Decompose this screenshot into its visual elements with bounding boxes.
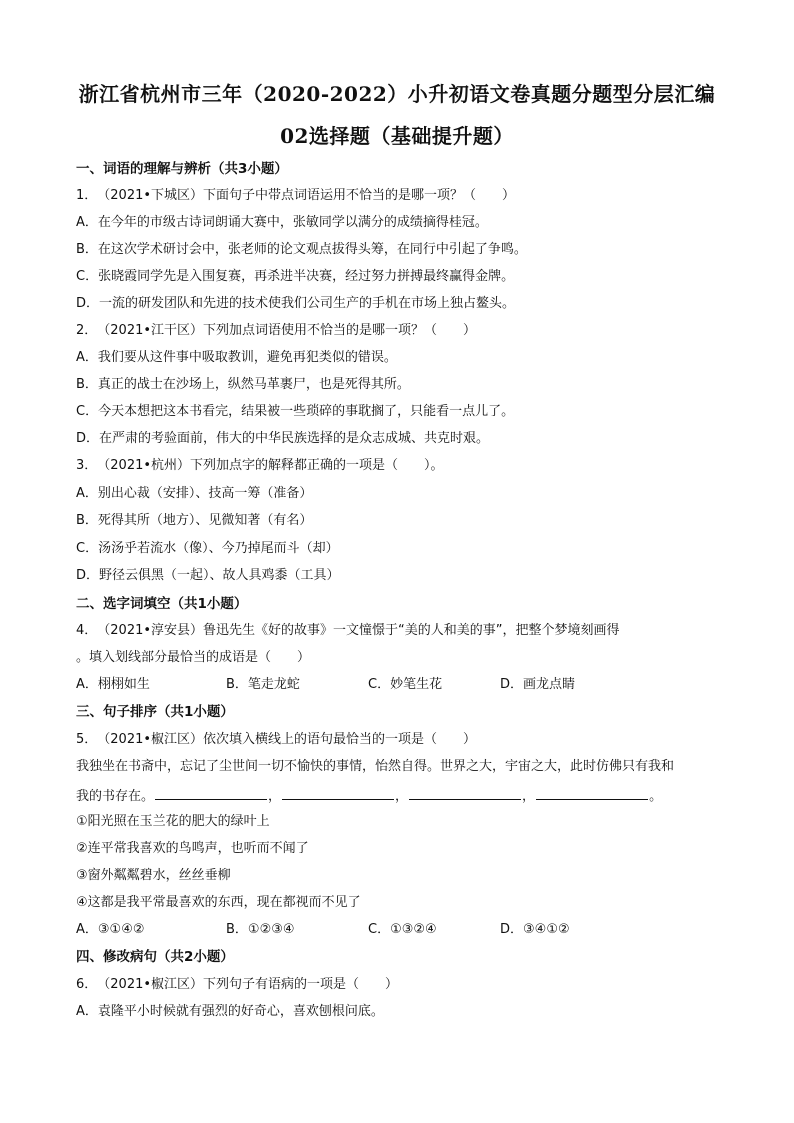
document-subtitle: 02选择题（基础提升题） <box>280 124 514 148</box>
q5-option-a: A．③①④② <box>76 922 145 937</box>
q5-options-row <box>76 921 716 939</box>
q1-option-b: B．在这次学术研讨会中，张老师的论文观点拔得头筹，在同行中引起了争鸣。 <box>76 242 527 257</box>
q3-option-b: B．死得其所（地方）、见微知著（有名） <box>76 513 313 528</box>
q5-item-1: ①阳光照在玉兰花的肥大的绿叶上 <box>76 814 270 829</box>
q1-option-c: C．张晓霞同学先是入围复赛，再杀进半决赛，经过努力拼搏最终赢得金牌。 <box>76 269 515 284</box>
q5-item-3: ③窗外粼粼碧水，丝丝垂柳 <box>76 868 231 883</box>
section-heading: 四、修改病句（共2小题） <box>76 949 234 965</box>
answer-blank[interactable] <box>282 786 394 800</box>
separator: ， <box>522 789 536 804</box>
q5-item-2: ②连平常我喜欢的鸟鸣声，也听而不闻了 <box>76 841 309 856</box>
q1-option-a: A．在今年的市级古诗词朗诵大赛中，张敏同学以满分的成绩摘得桂冠。 <box>76 215 488 230</box>
section-heading: 三、句子排序（共1小题） <box>76 704 234 720</box>
q5-option-b: B．①②③④ <box>226 922 295 937</box>
period: 。 <box>649 789 663 804</box>
q3-option-c: C．汤汤乎若流水（像）、今乃掉尾而斗（却） <box>76 541 339 556</box>
question-1-stem: 1． （2021•下城区）下面句子中带点词语运用不恰当的是哪一项？（ ） <box>76 188 516 203</box>
question-2-stem: 2． （2021•江干区）下列加点词语使用不恰当的是哪一项？（ ） <box>76 323 477 338</box>
q2-option-d: D．在严肃的考验面前，伟大的中华民族选择的是众志成城、共克时艰。 <box>76 431 490 446</box>
separator: ， <box>268 789 282 804</box>
q3-option-d: D．野径云俱黑（一起）、故人具鸡黍（工具） <box>76 568 340 583</box>
q4-option-a: A．栩栩如生 <box>76 677 150 692</box>
answer-blank[interactable] <box>409 786 521 800</box>
question-5-stem: 5． （2021•椒江区）依次填入横线上的语句最恰当的一项是（ ） <box>76 732 477 747</box>
q4-options-row <box>76 676 716 694</box>
answer-blank[interactable] <box>155 786 267 800</box>
q1-option-d: D．一流的研发团队和先进的技术使我们公司生产的手机在市场上独占鳌头。 <box>76 296 516 311</box>
q3-option-a: A．别出心裁（安排）、技高一筹（准备） <box>76 486 313 501</box>
q4-option-b: B．笔走龙蛇 <box>226 677 300 692</box>
q5-option-c: C．①③②④ <box>368 922 437 937</box>
section-heading: 一、词语的理解与辨析（共3小题） <box>76 161 288 177</box>
q5-passage-line1: 我独坐在书斋中，忘记了尘世间一切不愉快的事情，怡然自得。世界之大，宇宙之大，此时仿佛只有我和 <box>76 759 675 774</box>
q4-option-d: D．画龙点睛 <box>500 677 576 692</box>
q5-item-4: ④这都是我平常最喜欢的东西，现在都视而不见了 <box>76 895 361 910</box>
section-heading: 二、选字词填空（共1小题） <box>76 596 248 612</box>
q2-option-a: A．我们要从这件事中吸取教训，避免再犯类似的错误。 <box>76 350 397 365</box>
question-6-stem: 6． （2021•椒江区）下列句子有语病的一项是（ ） <box>76 977 399 992</box>
q5-option-d: D．③④①② <box>500 922 570 937</box>
q5-passage-prefix: 我的书存在。 <box>76 789 155 804</box>
q6-option-a: A．袁隆平小时候就有强烈的好奇心，喜欢刨根问底。 <box>76 1004 384 1019</box>
answer-blank[interactable] <box>536 786 648 800</box>
question-4-stem: 4． （2021•淳安县）鲁迅先生《好的故事》一文憧憬于“美的人和美的事”，把整个梦境刻画得 <box>76 623 620 638</box>
question-3-stem: 3． （2021•杭州）下列加点字的解释都正确的一项是（ ）。 <box>76 458 444 473</box>
q5-passage-line2 <box>76 786 662 804</box>
q2-option-b: B．真正的战士在沙场上，纵然马革裹尸，也是死得其所。 <box>76 377 410 392</box>
q4-option-c: C．妙笔生花 <box>368 677 443 692</box>
document-title: 浙江省杭州市三年（2020-2022）小升初语文卷真题分题型分层汇编 <box>78 82 716 106</box>
question-4-stem-cont: 。填入划线部分最恰当的成语是（ ） <box>76 650 311 665</box>
separator: ， <box>395 789 409 804</box>
q2-option-c: C．今天本想把这本书看完，结果被一些琐碎的事耽搁了，只能看一点儿了。 <box>76 404 515 419</box>
